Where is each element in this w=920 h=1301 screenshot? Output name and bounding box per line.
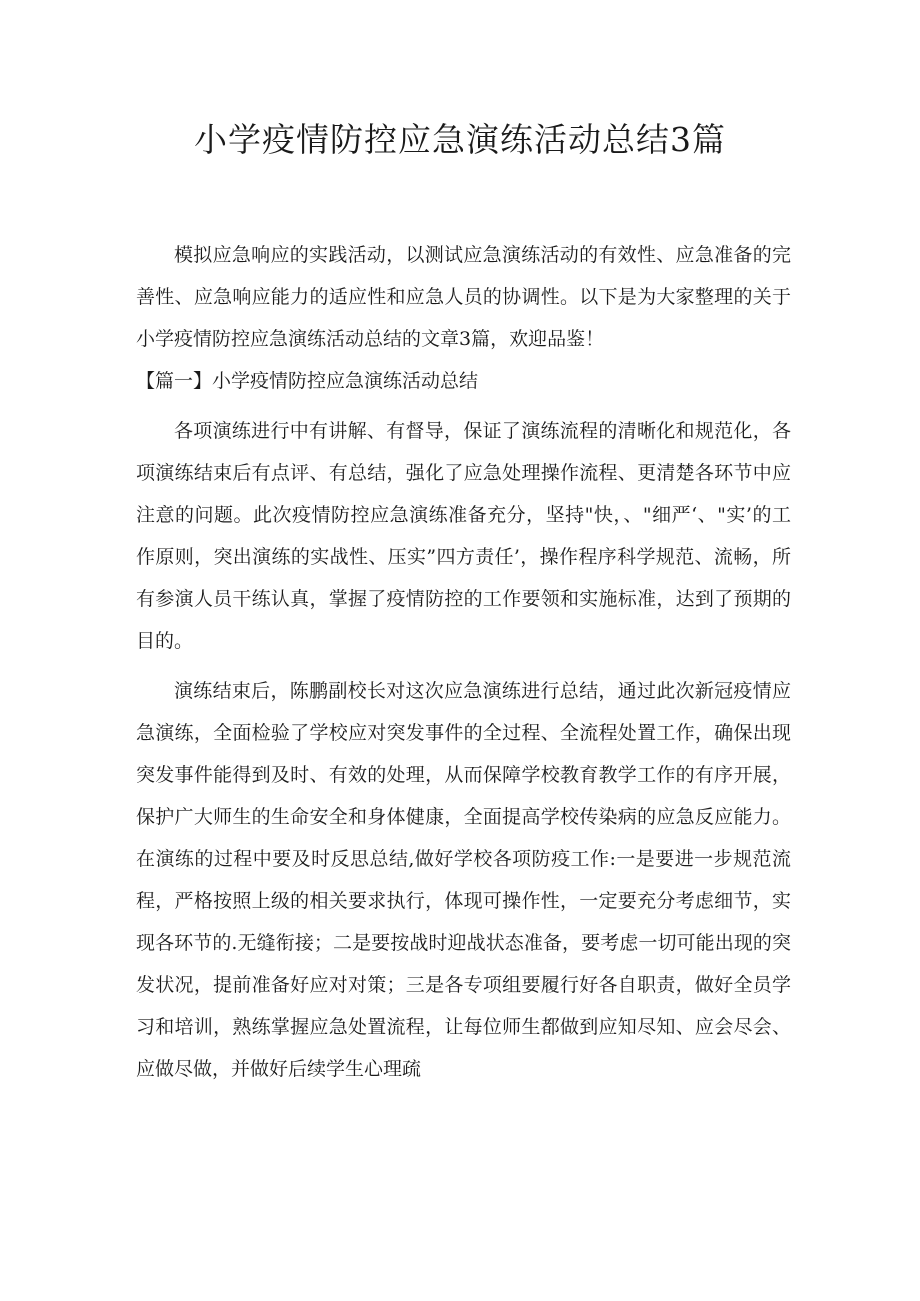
- paragraph-gap: [136, 402, 791, 410]
- body-paragraph-1: 各项演练进行中有讲解、有督导，保证了演练流程的清晰化和规范化，各项演练结束后有点评、有总结，强化了应急处理操作流程、更清楚各环节中应注意的问题。此次疫情防控应急演练准备充分，坚持"快，、"细严‘、"实’的工作原则，突出演练的实战性、压实”四方责任’，操作程序科学规范、流畅，所有参演人员干练认真，掌握了疫情防控的工作要领和实施标准，达到了预期的目的。: [136, 420, 791, 652]
- body-paragraph-2: 演练结束后，陈鹏副校长对这次应急演练进行总结，通过此次新冠疫情应急演练，全面检验了学校应对突发事件的全过程、全流程处置工作，确保出现突发事件能得到及时、有效的处理，从而保障学校教育教学工作的有序开展，保护广大师生的生命安全和身体健康，全面提高学校传染病的应急反应能力。在演练的过程中要及时反思总结,做好学校各项防疫工作:一是要进一步规范流程，严格按照上级的相关要求执行，体现可操作性，一定要充分考虑细节，实现各环节的.无缝衔接；二是要按战时迎战状态准备，要考虑一切可能出现的突发状况，提前准备好应对对策；三是各专项组要履行好各自职责，做好全员学习和培训，熟练掌握应急处置流程，让每位师生都做到应知尽知、应会尽会、应做尽做，并做好后续学生心理疏: [136, 680, 791, 1080]
- document-body: [136, 234, 791, 1090]
- intro-paragraph: 模拟应急响应的实践活动，以测试应急演练活动的有效性、应急准备的完善性、应急响应能力的适应性和应急人员的协调性。以下是为大家整理的关于小学疫情防控应急演练活动总结的文章3篇，欢迎品鉴！: [136, 244, 791, 350]
- paragraph-gap: [136, 662, 791, 670]
- document-title: 小学疫情防控应急演练活动总结3篇: [194, 120, 726, 159]
- section-heading: 【篇一】小学疫情防控应急演练活动总结: [136, 370, 479, 392]
